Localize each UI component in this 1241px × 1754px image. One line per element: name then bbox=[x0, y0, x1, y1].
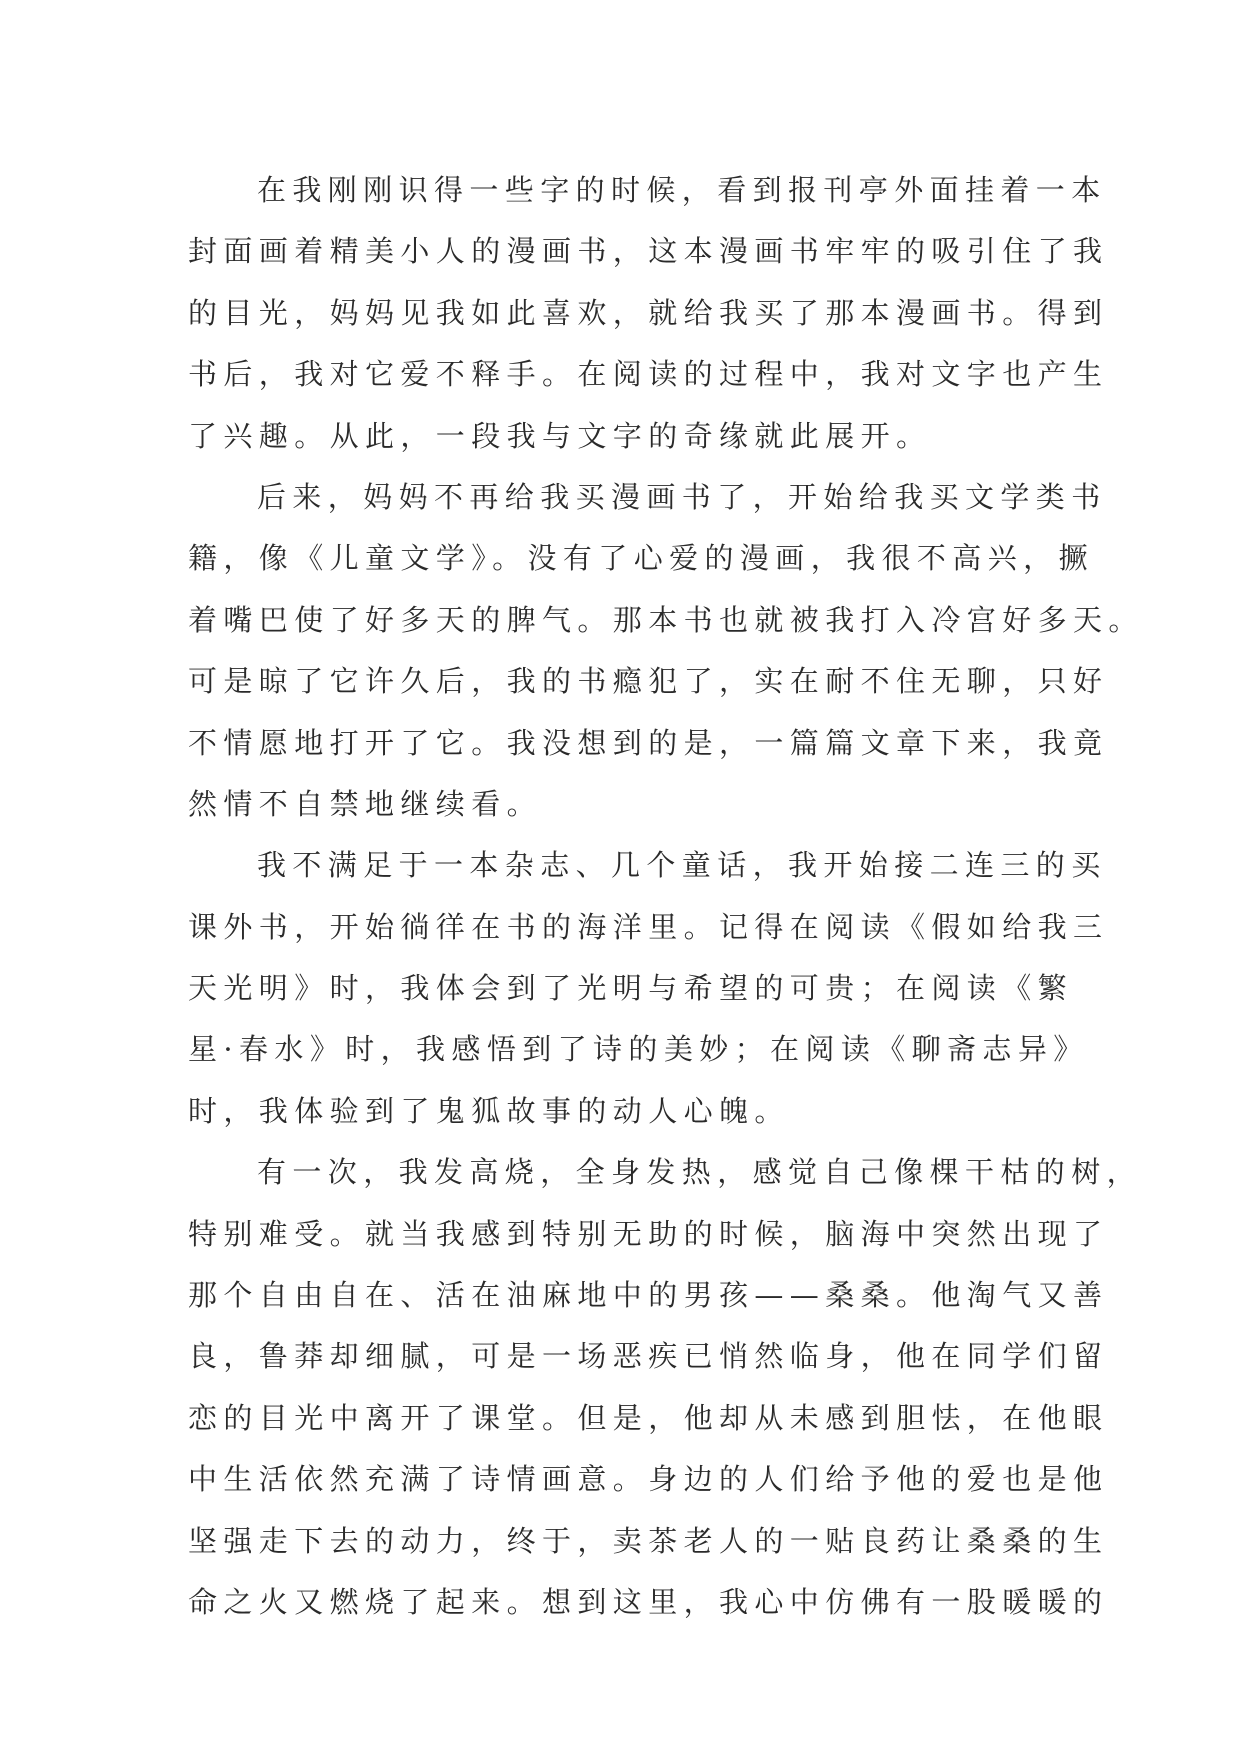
text-line: 有一次，我发高烧，全身发热，感觉自己像棵干枯的树， bbox=[257, 1155, 1143, 1190]
text-line: 命之火又燃烧了起来。想到这里，我心中仿佛有一股暖暖的 bbox=[188, 1584, 1109, 1619]
text-line: 着嘴巴使了好多天的脾气。那本书也就被我打入冷宫好多天。 bbox=[188, 602, 1144, 637]
text-line: 坚强走下去的动力，终于，卖茶老人的一贴良药让桑桑的生 bbox=[188, 1523, 1109, 1558]
text-line: 星·春水》时，我感悟到了诗的美妙；在阅读《聊斋志异》 bbox=[188, 1032, 1089, 1067]
text-line: 后来，妈妈不再给我买漫画书了，开始给我买文学类书 bbox=[257, 479, 1107, 514]
text-line: 然情不自禁地继续看。 bbox=[188, 786, 543, 821]
text-line: 可是晾了它许久后，我的书瘾犯了，实在耐不住无聊，只好 bbox=[188, 664, 1109, 699]
text-line: 封面画着精美小人的漫画书，这本漫画书牢牢的吸引住了我 bbox=[188, 234, 1109, 269]
text-line: 了兴趣。从此，一段我与文字的奇缘就此展开。 bbox=[188, 418, 932, 453]
text-line: 中生活依然充满了诗情画意。身边的人们给予他的爱也是他 bbox=[188, 1462, 1109, 1497]
text-line: 天光明》时，我体会到了光明与希望的可贵；在阅读《繁 bbox=[188, 971, 1074, 1006]
text-line: 不情愿地打开了它。我没想到的是，一篇篇文章下来，我竟 bbox=[188, 725, 1109, 760]
text-line: 我不满足于一本杂志、几个童话，我开始接二连三的买 bbox=[257, 848, 1107, 883]
text-line: 恋的目光中离开了课堂。但是，他却从未感到胆怯，在他眼 bbox=[188, 1400, 1109, 1435]
text-line: 特别难受。就当我感到特别无助的时候，脑海中突然出现了 bbox=[188, 1216, 1109, 1251]
essay-body bbox=[188, 160, 1144, 1633]
text-line: 书后，我对它爱不释手。在阅读的过程中，我对文字也产生 bbox=[188, 357, 1109, 392]
text-line: 时，我体验到了鬼狐故事的动人心魄。 bbox=[188, 1093, 790, 1128]
text-line: 那个自由自在、活在油麻地中的男孩——桑桑。他淘气又善 bbox=[188, 1278, 1109, 1313]
text-line: 良，鲁莽却细腻，可是一场恶疾已悄然临身，他在同学们留 bbox=[188, 1339, 1109, 1374]
text-line: 籍，像《儿童文学》。没有了心爱的漫画，我很不高兴，撅 bbox=[188, 541, 1094, 576]
text-line: 课外书，开始徜徉在书的海洋里。记得在阅读《假如给我三 bbox=[188, 909, 1109, 944]
text-line: 的目光，妈妈见我如此喜欢，就给我买了那本漫画书。得到 bbox=[188, 295, 1109, 330]
text-line: 在我刚刚识得一些字的时候，看到报刊亭外面挂着一本 bbox=[257, 173, 1107, 207]
